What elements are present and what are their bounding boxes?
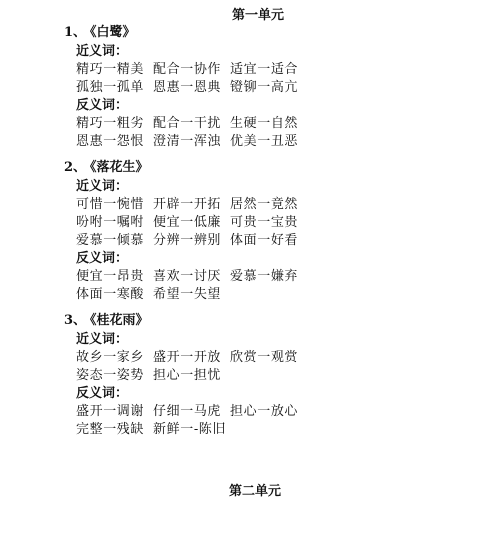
word-pair: 喜欢一讨厌 <box>153 269 222 284</box>
word-pair: 仔细一马虎 <box>153 404 222 419</box>
word-pair: 孤独一孤单 <box>76 80 145 95</box>
word-pair: 便宜一昂贵 <box>76 269 145 284</box>
word-pair-row <box>76 116 307 132</box>
antonyms-label: 反义词： <box>76 98 129 113</box>
word-pair: 吩咐一嘱咐 <box>76 215 145 230</box>
word-pair: 姿态一姿势 <box>76 368 145 383</box>
word-pair: 盛开一调谢 <box>76 404 145 419</box>
lesson-number: 3、 <box>64 313 87 328</box>
word-pair: 优美一丑恶 <box>230 134 299 149</box>
word-pair: 精巧一粗劣 <box>76 116 145 131</box>
word-pair-row <box>76 287 230 303</box>
word-pair: 便宜一低廉 <box>153 215 222 230</box>
word-pair: 体面一好看 <box>230 233 299 248</box>
unit-title-1: 第一单元 <box>232 8 285 23</box>
word-pair: 精巧一精美 <box>76 62 145 77</box>
word-pair-row <box>76 215 307 231</box>
word-pair: 居然一竟然 <box>230 197 299 212</box>
word-pair: 恩惠一恩典 <box>153 80 222 95</box>
word-pair: 盛开一开放 <box>153 350 222 365</box>
word-pair: 适宜一适合 <box>230 62 299 77</box>
word-pair-row <box>76 62 307 78</box>
lesson-title-2 <box>64 160 149 176</box>
word-pair-row <box>76 80 307 96</box>
word-pair: 镫铆一高亢 <box>230 80 299 95</box>
lesson-title-3 <box>64 313 149 329</box>
word-pair: 分辨一辨别 <box>153 233 222 248</box>
word-pair: 希望一失望 <box>153 287 222 302</box>
word-pair: 生硬一自然 <box>230 116 299 131</box>
synonyms-label: 近义词： <box>76 332 129 347</box>
word-pair-row <box>76 350 307 366</box>
word-pair-row <box>76 134 307 150</box>
word-pair: 配合一协作 <box>153 62 222 77</box>
word-pair: 欣赏一观赏 <box>230 350 299 365</box>
word-pair: 完整一残缺 <box>76 422 145 437</box>
word-pair-row <box>76 269 307 285</box>
word-pair-row <box>76 368 230 384</box>
word-pair-row <box>76 422 235 438</box>
lesson-name: 《桂花雨》 <box>90 313 149 328</box>
word-pair: 澄清一浑浊 <box>153 134 222 149</box>
word-pair: 可惜一惋惜 <box>76 197 145 212</box>
word-pair-row <box>76 197 307 213</box>
word-pair: 开辟一开拓 <box>153 197 222 212</box>
word-pair: 体面一寒酸 <box>76 287 145 302</box>
word-pair-row <box>76 233 307 249</box>
word-pair: 配合一干扰 <box>153 116 222 131</box>
lesson-number: 2、 <box>64 160 87 175</box>
unit-title-2: 第二单元 <box>229 484 282 499</box>
word-pair: 担心一放心 <box>230 404 299 419</box>
lesson-number: 1、 <box>64 25 87 40</box>
word-pair: 爱慕一嫌弃 <box>230 269 299 284</box>
antonyms-label: 反义词： <box>76 251 129 266</box>
synonyms-label: 近义词： <box>76 44 129 59</box>
word-pair: 担心一担忧 <box>153 368 222 383</box>
word-pair: 爱慕一倾慕 <box>76 233 145 248</box>
synonyms-label: 近义词： <box>76 179 129 194</box>
lesson-name: 《落花生》 <box>90 160 149 175</box>
word-pair: 新鲜一-陈旧 <box>153 422 227 437</box>
word-pair: 可贵一宝贵 <box>230 215 299 230</box>
word-pair-row <box>76 404 307 420</box>
word-pair: 故乡一家乡 <box>76 350 145 365</box>
antonyms-label: 反义词： <box>76 386 129 401</box>
lesson-name: 《白鹭》 <box>90 25 136 40</box>
word-pair: 恩惠一怨恨 <box>76 134 145 149</box>
lesson-title-1 <box>64 25 136 41</box>
